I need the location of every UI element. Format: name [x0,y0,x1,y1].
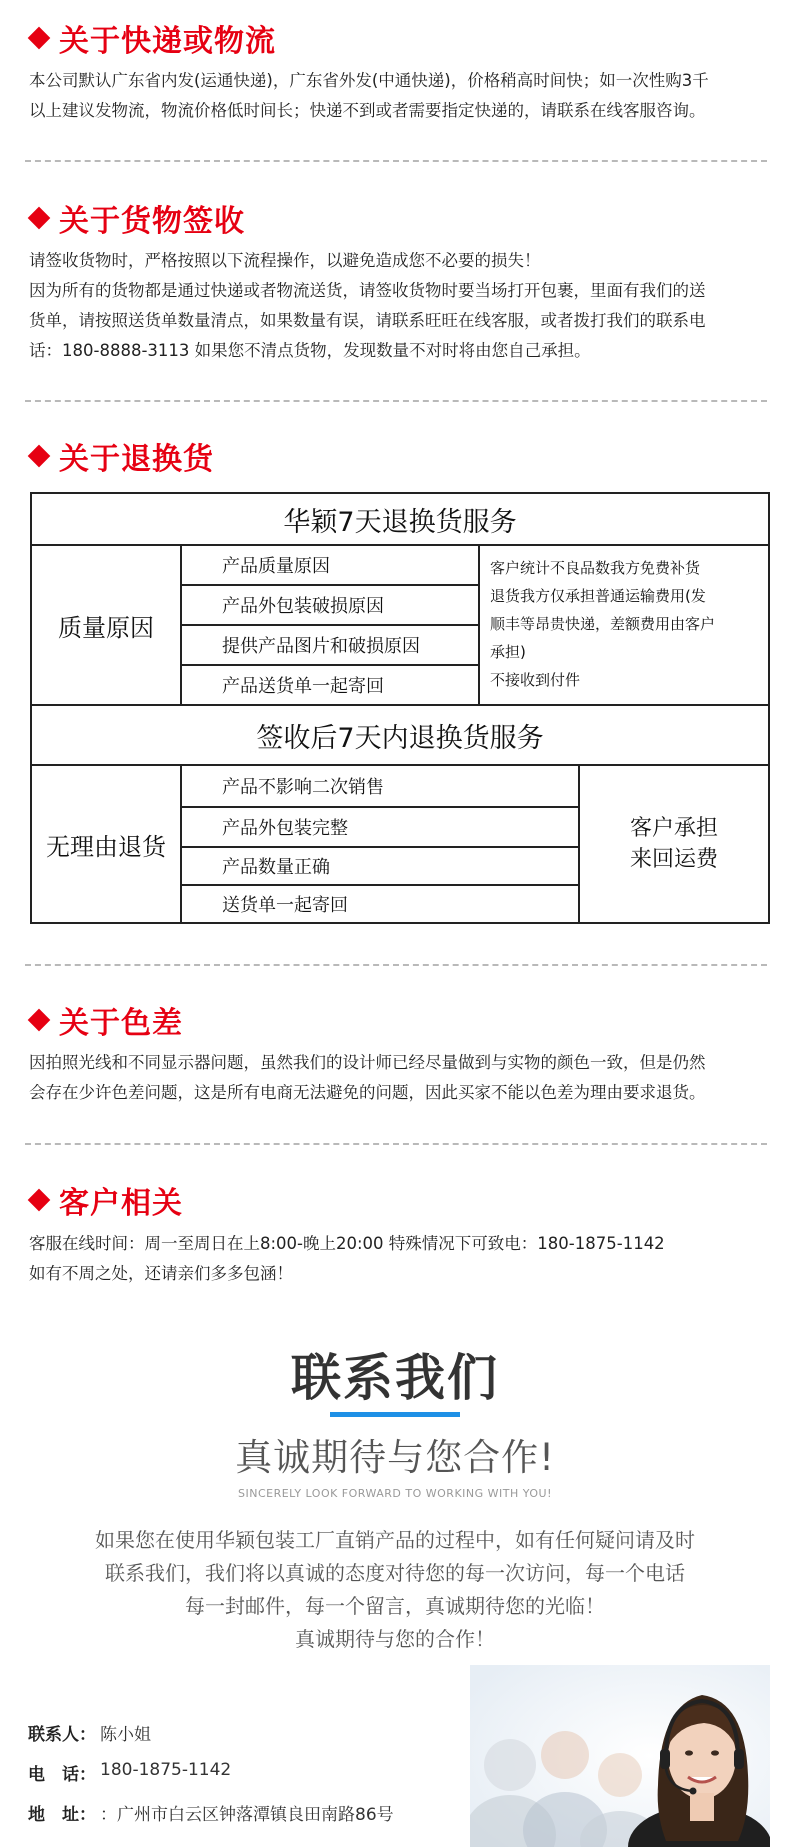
receipt-text [29,246,769,366]
paragraph-line: 话：180-8888-3113 如果您不清点货物，发现数量不对时将由您自己承担。 [29,341,591,360]
section-heading-customer [27,1178,183,1222]
diamond-bullet-icon [28,1189,51,1212]
contact-person-label: 联系人： [28,1725,96,1745]
contact-phone-label: 电 话： [28,1765,96,1785]
color-text [29,1048,769,1108]
section-heading-shipping [27,16,276,60]
contact-body-line: 如果您在使用华颖包装工厂直销产品的过程中，如有任何疑问请及时 [95,1528,695,1552]
note-line: 客户统计不良品数我方免费补货 [490,559,701,577]
table-category: 质量原因 [58,613,154,642]
table-item: 产品质量原因 [222,556,330,577]
paragraph-line: 本公司默认广东省内发(运通快递)，广东省外发(中通快递)，价格稍高时间快；如一次性购3千 [29,71,709,90]
paragraph-line: 会存在少许色差问题，这是所有电商无法避免的问题，因此买家不能以色差为理由要求退货。 [29,1083,706,1102]
contact-person-value: 陈小姐 [100,1725,151,1745]
note-line: 来回运费 [629,847,718,872]
contact-phone-row [28,1760,231,1785]
divider [25,160,767,162]
note-line: 顺丰等昂贵快递，差额费用由客户 [490,615,716,633]
note-line: 不接收到付件 [490,671,581,689]
table-item: 产品外包装破损原因 [222,596,384,617]
paragraph-line: 以上建议发物流，物流价格低时间长；快递不到或者需要指定快递的，请联系在线客服咨询。 [29,101,706,120]
paragraph-line: 因拍照光线和不同显示器问题，虽然我们的设计师已经尽量做到与实物的颜色一致，但是仍然 [29,1053,706,1072]
customer-service-illustration [470,1665,770,1847]
table-item: 产品不影响二次销售 [222,777,384,798]
contact-body [40,1524,750,1656]
contact-person-row [28,1720,151,1745]
diamond-bullet-icon [28,445,51,468]
contact-phone-value: 180-1875-1142 [100,1760,232,1780]
table-header: 华颖7天退换货服务 [283,506,517,538]
table-item: 产品外包装完整 [222,818,348,839]
paragraph-line: 货单，请按照送货单数量清点，如果数量有误，请联系旺旺在线客服，或者拨打我们的联系电 [29,311,706,330]
customer-service-photo [470,1665,770,1847]
section-title: 关于色差 [59,1006,183,1041]
section-title: 关于货物签收 [59,204,245,239]
table-item: 提供产品图片和破损原因 [222,636,420,657]
contact-address-row [28,1800,394,1825]
paragraph-line: 如有不周之处，还请亲们多多包涵！ [29,1264,293,1283]
return-policy-table-quality [30,492,770,706]
title-underline [330,1412,460,1417]
contact-subtitle: 真诚期待与您合作! [235,1436,555,1479]
table-item: 产品送货单一起寄回 [222,676,384,697]
section-heading-receipt [27,196,245,240]
table-item: 产品数量正确 [222,857,330,878]
diamond-bullet-icon [28,27,51,50]
contact-address-label: 地 址： [28,1805,96,1825]
note-line: 退货我方仅承担普通运输费用(发 [490,587,706,605]
diamond-bullet-icon [28,1009,51,1032]
section-heading-color [27,998,183,1042]
paragraph-line: 请签收货物时，严格按照以下流程操作，以避免造成您不必要的损失！ [29,251,541,270]
customer-text [29,1229,769,1289]
note-line: 承担) [490,643,526,661]
section-title: 客户相关 [59,1186,183,1221]
contact-body-line: 联系我们，我们将以真诚的态度对待您的每一次访问，每一个电话 [105,1561,685,1585]
contact-title: 联系我们 [291,1349,499,1407]
paragraph-line: 因为所有的货物都是通过快递或者物流送货，请签收货物时要当场打开包裹，里面有我们的送 [29,281,706,300]
shipping-text [29,66,769,126]
contact-body-line: 真诚期待与您的合作！ [295,1627,495,1651]
table-note [490,554,766,694]
paragraph-line: 客服在线时间：周一至周日在上8:00-晚上20:00 特殊情况下可致电：180-1875-1142 [29,1234,665,1253]
table-note [580,766,768,922]
section-heading-returns [27,434,214,478]
divider [25,1143,767,1145]
table-item: 送货单一起寄回 [222,895,348,916]
diamond-bullet-icon [28,207,51,230]
contact-english-tagline: SINCERELY LOOK FORWARD TO WORKING WITH YOU! [237,1487,553,1500]
contact-address-value: ：广州市白云区钟落潭镇良田南路86号 [100,1805,394,1825]
note-line: 客户承担 [629,816,718,841]
table-rule [478,546,480,704]
table-header: 签收后7天内退换货服务 [256,722,544,754]
section-title: 关于快递或物流 [59,24,276,59]
return-policy-table-no-reason [30,704,770,924]
divider [25,964,767,966]
table-category: 无理由退货 [46,832,166,861]
section-title: 关于退换货 [59,442,214,477]
contact-body-line: 每一封邮件，每一个留言，真诚期待您的光临！ [185,1594,605,1618]
divider [25,400,767,402]
